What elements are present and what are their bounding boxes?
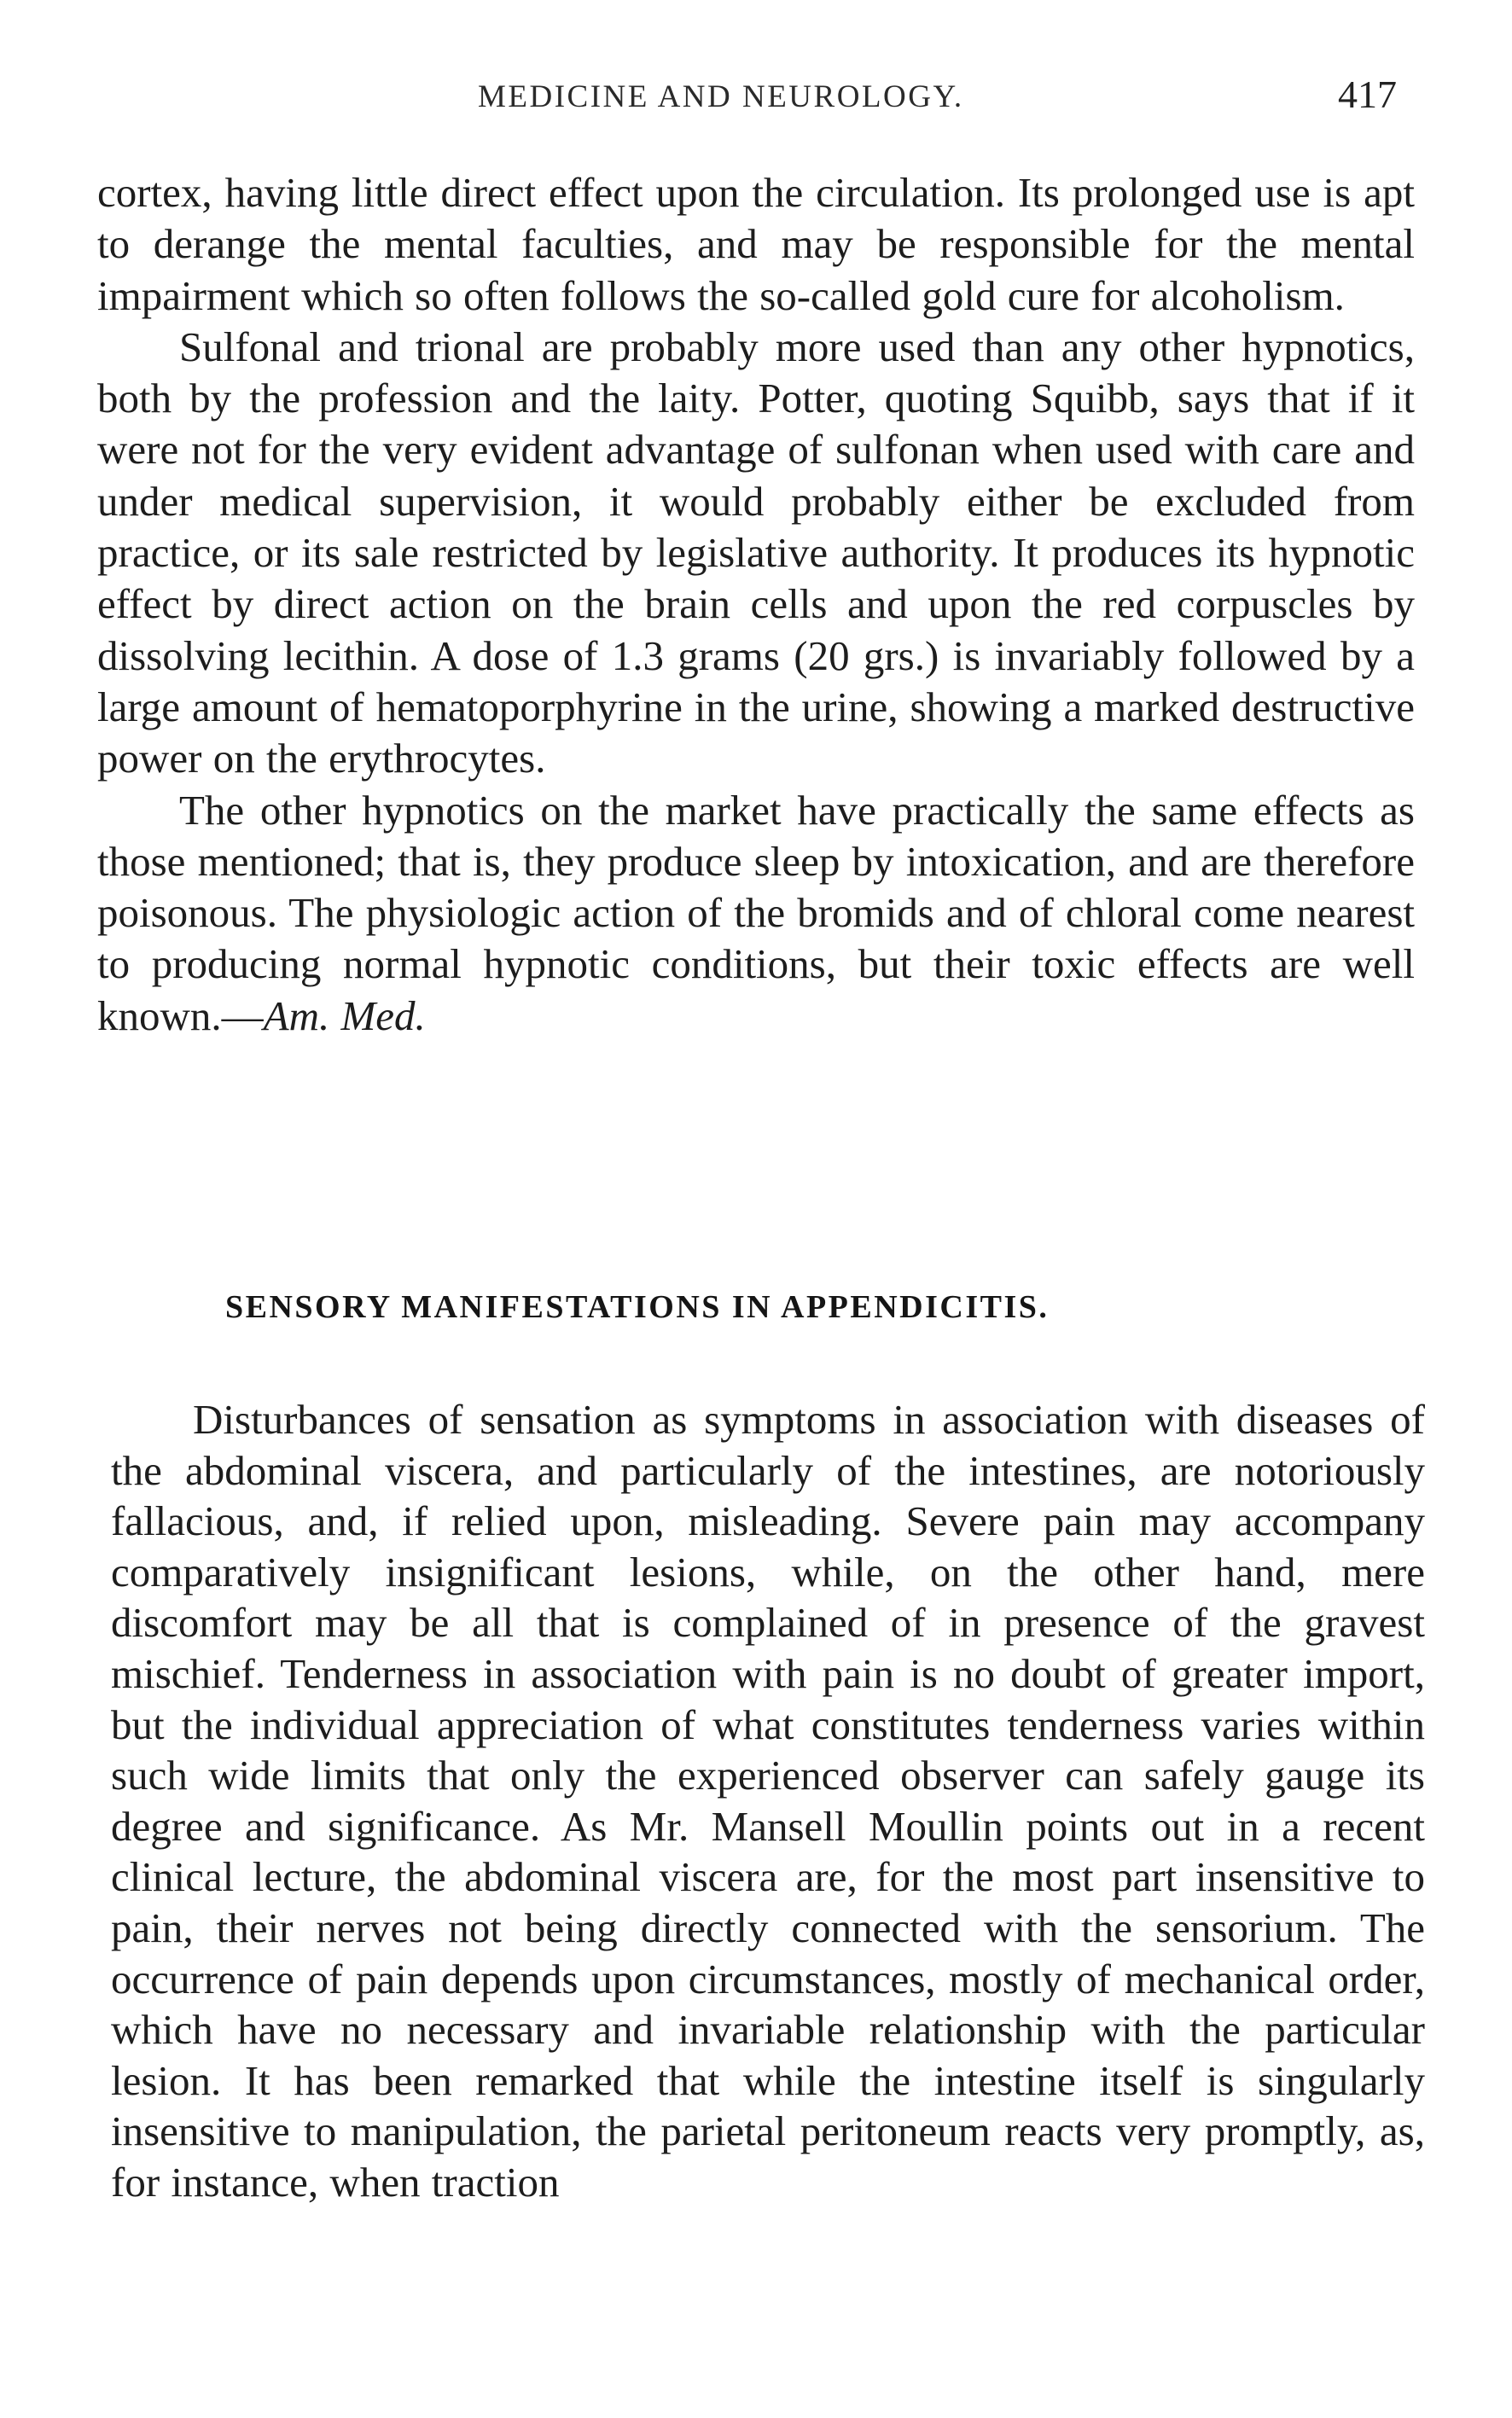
paragraph-sulfonal: Sulfonal and trional are probably more used than any other hypnotics, both by the profession and the laity. Potter, quoting Squibb, says that if it were not for the very evident advantage of sulfonan when used with care and under medical supervision, it would probably either be excluded from practice, or its sale restricted by legislative authority. It produces its hypnotic effect by direct action on the brain cells and upon the red corpuscles by dissolving lecithin. A dose of 1.3 grams (20 grs.) is invariably followed by a large amount of hematoporphyrine in the urine, showing a marked destructive power on the erythrocytes. <box>97 323 1415 782</box>
page-number: 417 <box>1338 73 1397 116</box>
article-hypnotics-body <box>97 167 1415 1042</box>
source-citation: Am. Med. <box>263 991 426 1039</box>
paragraph-other-hypnotics <box>97 785 1415 1042</box>
running-title: MEDICINE AND NEUROLOGY. <box>478 79 964 114</box>
article-appendicitis-body <box>111 1394 1425 2208</box>
paragraph-continued: cortex, having little direct effect upon the circulation. Its prolonged use is apt to derange the mental faculties, and may be responsible for the mental impairment which so often follows the so-called gold cure for alcoholism. <box>97 169 1415 319</box>
section-heading-appendicitis: SENSORY MANIFESTATIONS IN APPENDICITIS. <box>225 1289 1050 1325</box>
paragraph-disturbances: Disturbances of sensation as symptoms in association with diseases of the abdominal viscera, and particularly of the intestines, are notoriously fallacious, and, if relied upon, misleading. Severe pain may accompany comparatively insignificant lesions, while, on the other hand, mere discomfort may be all that is complained of in presence of the gravest mischief. Tenderness in association with pain is no doubt of greater import, but the individual appreciation of what constitutes tenderness varies within such wide limits that only the experienced observer can safely gauge its degree and significance. As Mr. Mansell Moullin points out in a recent clinical lecture, the abdominal viscera are, for the most part insensitive to pain, their nerves not being directly connected with the sensorium. The occurrence of pain depends upon circumstances, mostly of mechanical order, which have no necessary and invariable relationship with the particular lesion. It has been remarked that while the intestine itself is singularly insensitive to manipulation, the parietal peritoneum reacts very promptly, as, for instance, when traction <box>111 1396 1425 2206</box>
paragraph-other-hypnotics-text: The other hypnotics on the market have practically the same effects as those mentioned; that is, they produce sleep by intoxication, and are therefore poisonous. The physiologic action of the bromids and of chloral come nearest to producing normal hypnotic conditions, but their toxic effects are well known.— <box>97 786 1415 1039</box>
